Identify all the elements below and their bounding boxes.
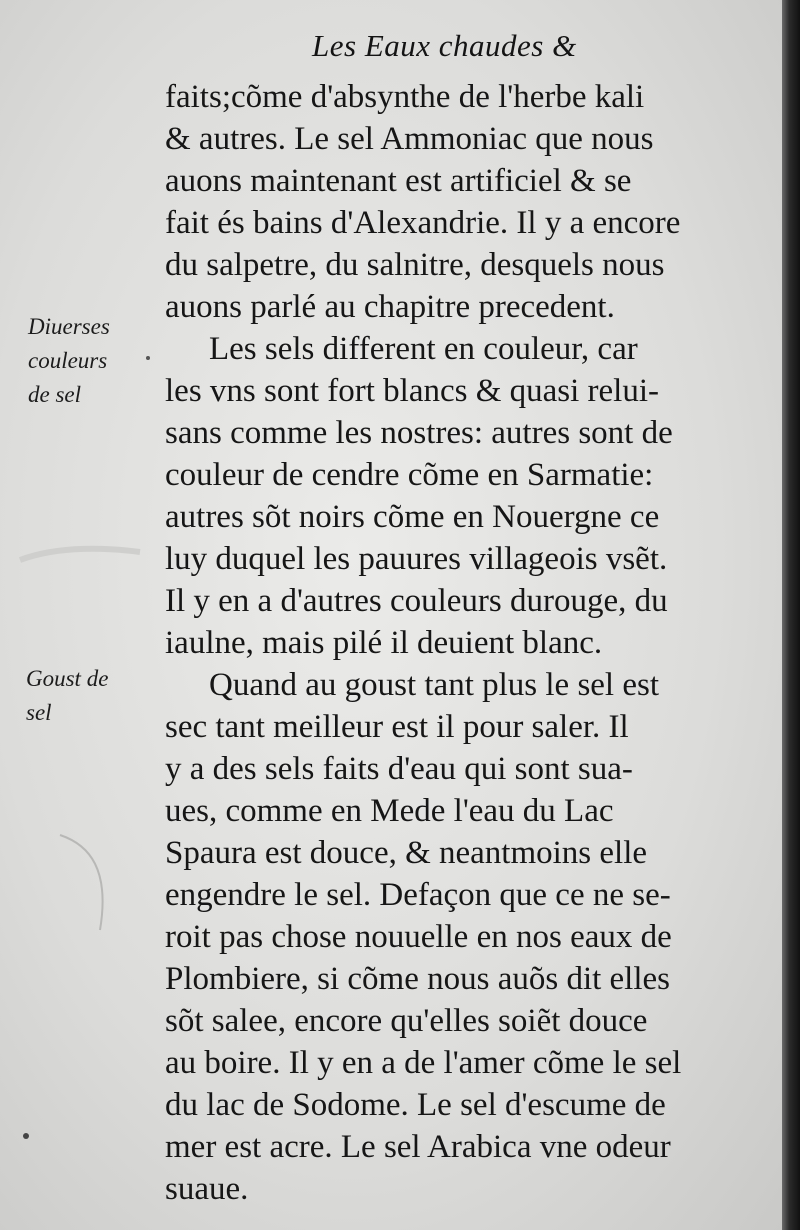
text-line: fait és bains d'Alexandrie. Il y a encore (165, 205, 681, 241)
margin-note-line: couleurs (28, 348, 108, 373)
text-line: Quand au goust tant plus le sel est (209, 667, 660, 703)
bleed-through-stroke (20, 549, 140, 560)
text-line: au boire. Il y en a de l'amer cõme le sel (165, 1045, 682, 1081)
text-line: du salpetre, du salnitre, desquels nous (165, 247, 665, 283)
ink-speck (146, 356, 150, 360)
text-line: sans comme les nostres: autres sont de (165, 415, 673, 451)
text-line: les vns sont fort blancs & quasi relui- (165, 373, 660, 409)
bleed-through-stroke (60, 835, 103, 930)
text-line: Il y en a d'autres couleurs durouge, du (165, 583, 668, 619)
text-line: & autres. Le sel Ammoniac que nous (165, 121, 654, 157)
text-line: Spaura est douce, & neantmoins elle (165, 835, 648, 871)
text-line: iaulne, mais pilé il deuient blanc. (165, 625, 603, 661)
text-line: auons maintenant est artificiel & se (165, 163, 632, 199)
text-line: mer est acre. Le sel Arabica vne odeur (165, 1129, 671, 1165)
text-line: sõt salee, encore qu'elles soiẽt douce (165, 1003, 648, 1039)
text-line: suaue. (165, 1171, 249, 1207)
margin-note-line: sel (26, 700, 52, 725)
margin-note-line: Goust de (26, 666, 109, 691)
margin-note-line: Diuerses (28, 314, 110, 339)
body-text (165, 76, 765, 1210)
text-line: y a des sels faits d'eau qui sont sua- (165, 751, 633, 787)
margin-note-colors (28, 310, 110, 412)
ink-speck (23, 1133, 29, 1139)
text-line: autres sõt noirs cõme en Nouergne ce (165, 499, 660, 535)
text-line: du lac de Sodome. Le sel d'escume de (165, 1087, 666, 1123)
running-head: Les Eaux chaudes & (312, 28, 577, 63)
text-line: Les sels different en couleur, car (209, 331, 638, 367)
text-line: roit pas chose nouuelle en nos eaux de (165, 919, 672, 955)
text-line: Plombiere, si cõme nous auõs dit elles (165, 961, 671, 997)
book-gutter-edge (782, 0, 800, 1230)
text-line: auons parlé au chapitre precedent. (165, 289, 615, 325)
text-line: engendre le sel. Defaçon que ce ne se- (165, 877, 671, 913)
text-line: ues, comme en Mede l'eau du Lac (165, 793, 614, 829)
text-line: couleur de cendre cõme en Sarmatie: (165, 457, 654, 493)
text-line: sec tant meilleur est il pour saler. Il (165, 709, 629, 745)
text-line: faits;cõme d'absynthe de l'herbe kali (165, 79, 645, 115)
margin-note-line: de sel (28, 382, 82, 407)
text-line: luy duquel les pauures villageois vsẽt. (165, 541, 668, 577)
margin-note-taste (26, 662, 108, 730)
